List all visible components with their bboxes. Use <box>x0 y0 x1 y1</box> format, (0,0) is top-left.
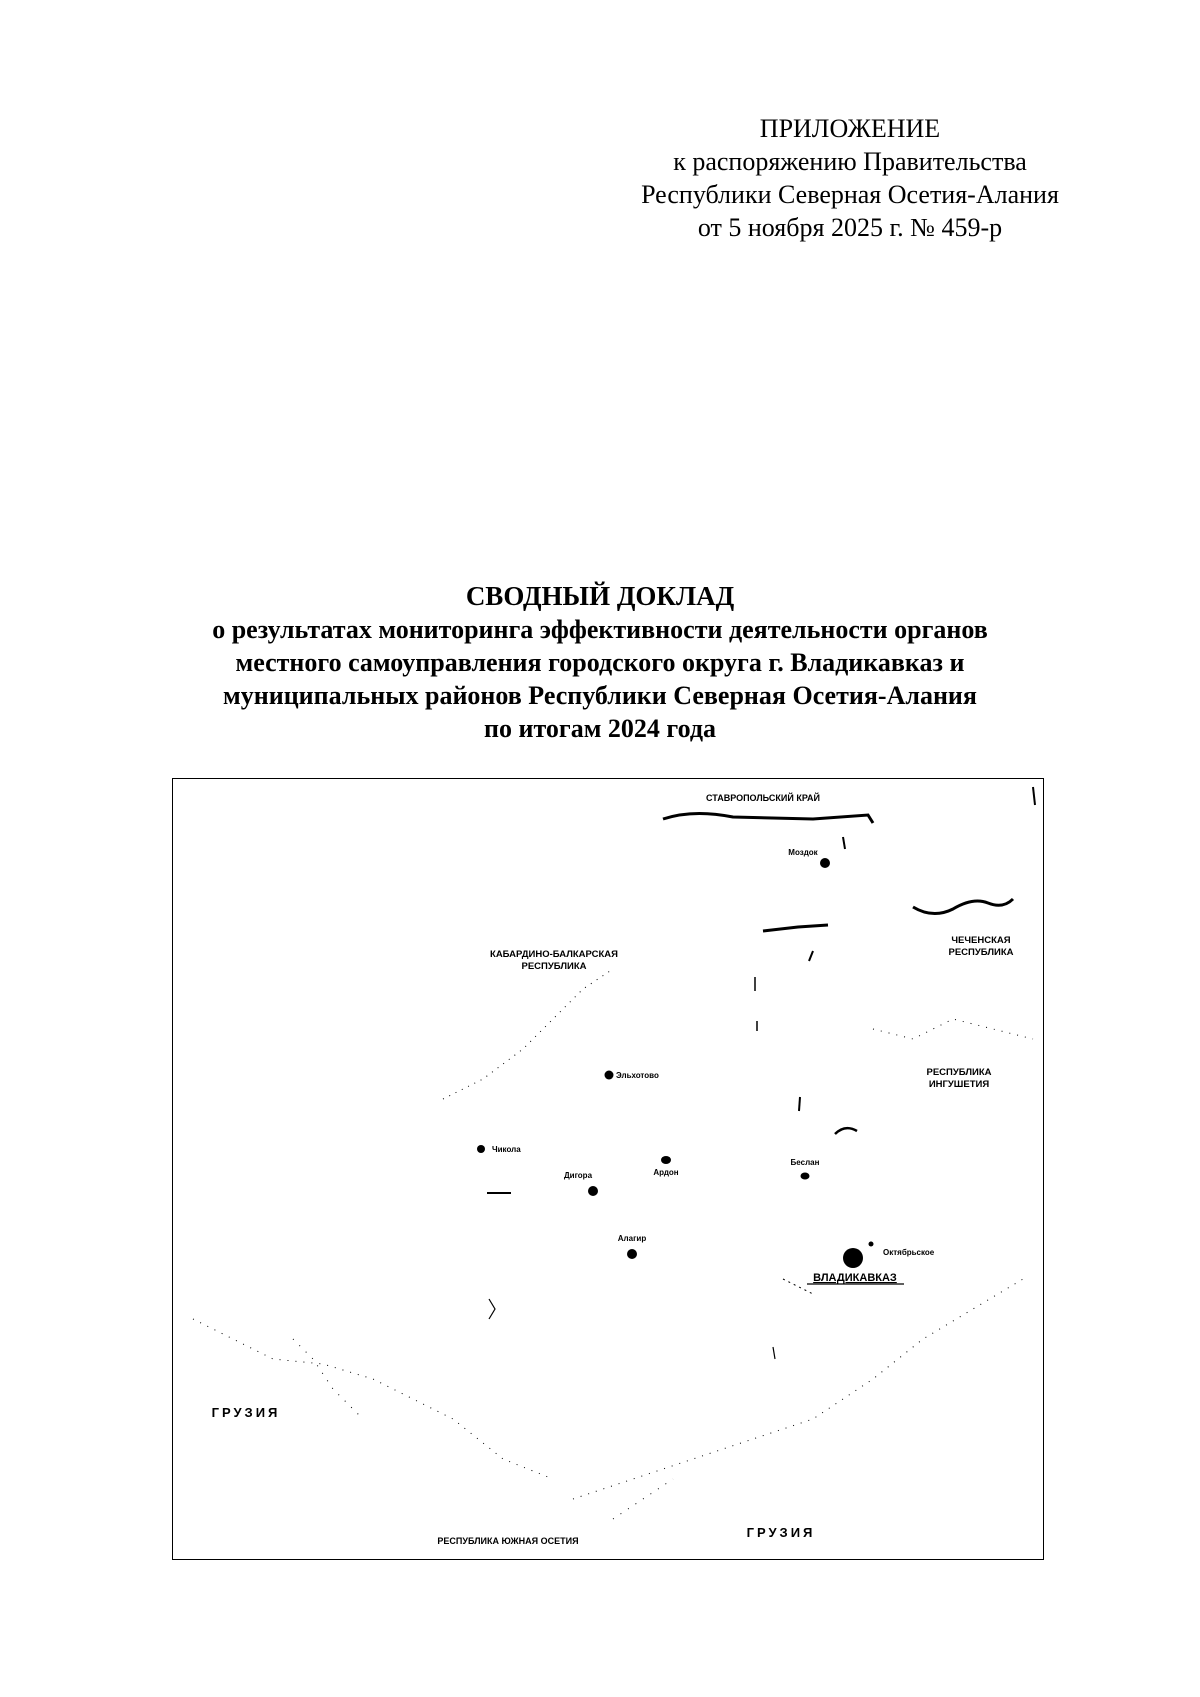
boundary-mid-1 <box>809 951 813 961</box>
city-label-vladikavkaz: ВЛАДИКАВКАЗ <box>813 1272 897 1284</box>
city-elkhotovo <box>605 1071 659 1081</box>
city-oktyabrskoe <box>869 1242 935 1258</box>
report-title-block <box>100 580 1100 745</box>
city-marker-vladikavkaz <box>843 1248 863 1268</box>
city-marker-beslan <box>801 1173 810 1180</box>
dotted-outer-north <box>443 969 613 1099</box>
city-label-digora: Дигора <box>563 1171 593 1180</box>
label-chechnya-line-1: ЧЕЧЕНСКАЯ <box>951 935 1011 946</box>
city-digora <box>564 1171 598 1196</box>
city-label-beslan: Беслан <box>790 1158 820 1167</box>
map-boundaries <box>193 787 1035 1519</box>
city-mozdok <box>788 848 830 868</box>
label-georgia-south: ГРУЗИЯ <box>746 1525 816 1540</box>
report-title: СВОДНЫЙ ДОКЛАД <box>465 581 735 611</box>
city-marker-oktyabrskoe <box>869 1242 874 1247</box>
report-subtitle-line-3: муниципальных районов Республики Северная Осетия-Алания <box>223 681 977 710</box>
boundary-ingush-2 <box>835 1128 857 1134</box>
boundary-west-2 <box>489 1299 495 1319</box>
boundary-south-1 <box>773 1347 775 1359</box>
label-stavropol-krai: СТАВРОПОЛЬСКИЙ КРАЙ <box>706 793 820 803</box>
boundary-south-2 <box>783 1279 813 1294</box>
river-terek-north <box>763 925 828 931</box>
city-label-ardon: Ардон <box>653 1168 679 1177</box>
city-marker-chikola <box>477 1145 485 1153</box>
city-ardon <box>653 1156 678 1177</box>
report-subtitle-line-4: по итогам 2024 года <box>484 714 716 743</box>
city-marker-mozdok <box>820 858 830 868</box>
label-ingushetia-line-1: РЕСПУБЛИКА <box>926 1067 992 1078</box>
appendix-line-2: к распоряжению Правительства <box>673 147 1027 176</box>
map-frame <box>172 778 1044 1560</box>
report-subtitle-line-1: о результатах мониторинга эффективности деятельности органов <box>212 615 988 644</box>
city-marker-alagir <box>627 1249 637 1259</box>
city-beslan <box>791 1158 820 1180</box>
boundary-ingush-1 <box>799 1097 800 1111</box>
dotted-outer-east <box>873 1019 1033 1039</box>
city-label-chikola: Чикола <box>492 1145 521 1154</box>
city-marker-elkhotovo <box>605 1071 614 1080</box>
city-alagir <box>618 1234 647 1259</box>
label-south-ossetia: РЕСПУБЛИКА ЮЖНАЯ ОСЕТИЯ <box>437 1536 579 1546</box>
city-label-mozdok: Моздок <box>788 848 818 857</box>
region-map <box>173 779 1042 1558</box>
appendix-date-number: от 5 ноября 2025 г. № 459-р <box>697 213 1003 242</box>
city-label-oktyabrskoe: Октябрьское <box>883 1248 935 1257</box>
city-label-elkhotovo: Эльхотово <box>616 1071 659 1080</box>
city-marker-ardon <box>661 1156 671 1164</box>
border-east-edge <box>1033 787 1035 805</box>
label-georgia-west: ГРУЗИЯ <box>211 1405 281 1420</box>
dotted-inner-west <box>293 1339 363 1419</box>
label-chechnya-line-2: РЕСПУБЛИКА <box>948 947 1014 958</box>
report-subtitle-line-2: местного самоуправления городского округа г. Владикавказ и <box>235 648 965 677</box>
city-marker-digora <box>588 1186 598 1196</box>
dotted-outer-south <box>573 1279 1023 1499</box>
dotted-outer-west <box>193 1319 553 1479</box>
dotted-inner-south <box>613 1479 673 1519</box>
river-terek-east <box>913 899 1013 914</box>
appendix-line-3: Республики Северная Осетия-Алания <box>641 180 1059 209</box>
border-stavropol-east <box>843 837 845 849</box>
appendix-title: ПРИЛОЖЕНИЕ <box>759 114 941 143</box>
label-kbr-line-1: КАБАРДИНО-БАЛКАРСКАЯ <box>490 949 618 960</box>
appendix-header <box>600 112 1100 244</box>
city-label-alagir: Алагир <box>617 1234 647 1243</box>
label-kbr-line-2: РЕСПУБЛИКА <box>521 961 587 972</box>
label-ingushetia-line-2: ИНГУШЕТИЯ <box>928 1079 990 1090</box>
city-chikola <box>477 1145 521 1154</box>
border-stavropol <box>663 813 873 823</box>
